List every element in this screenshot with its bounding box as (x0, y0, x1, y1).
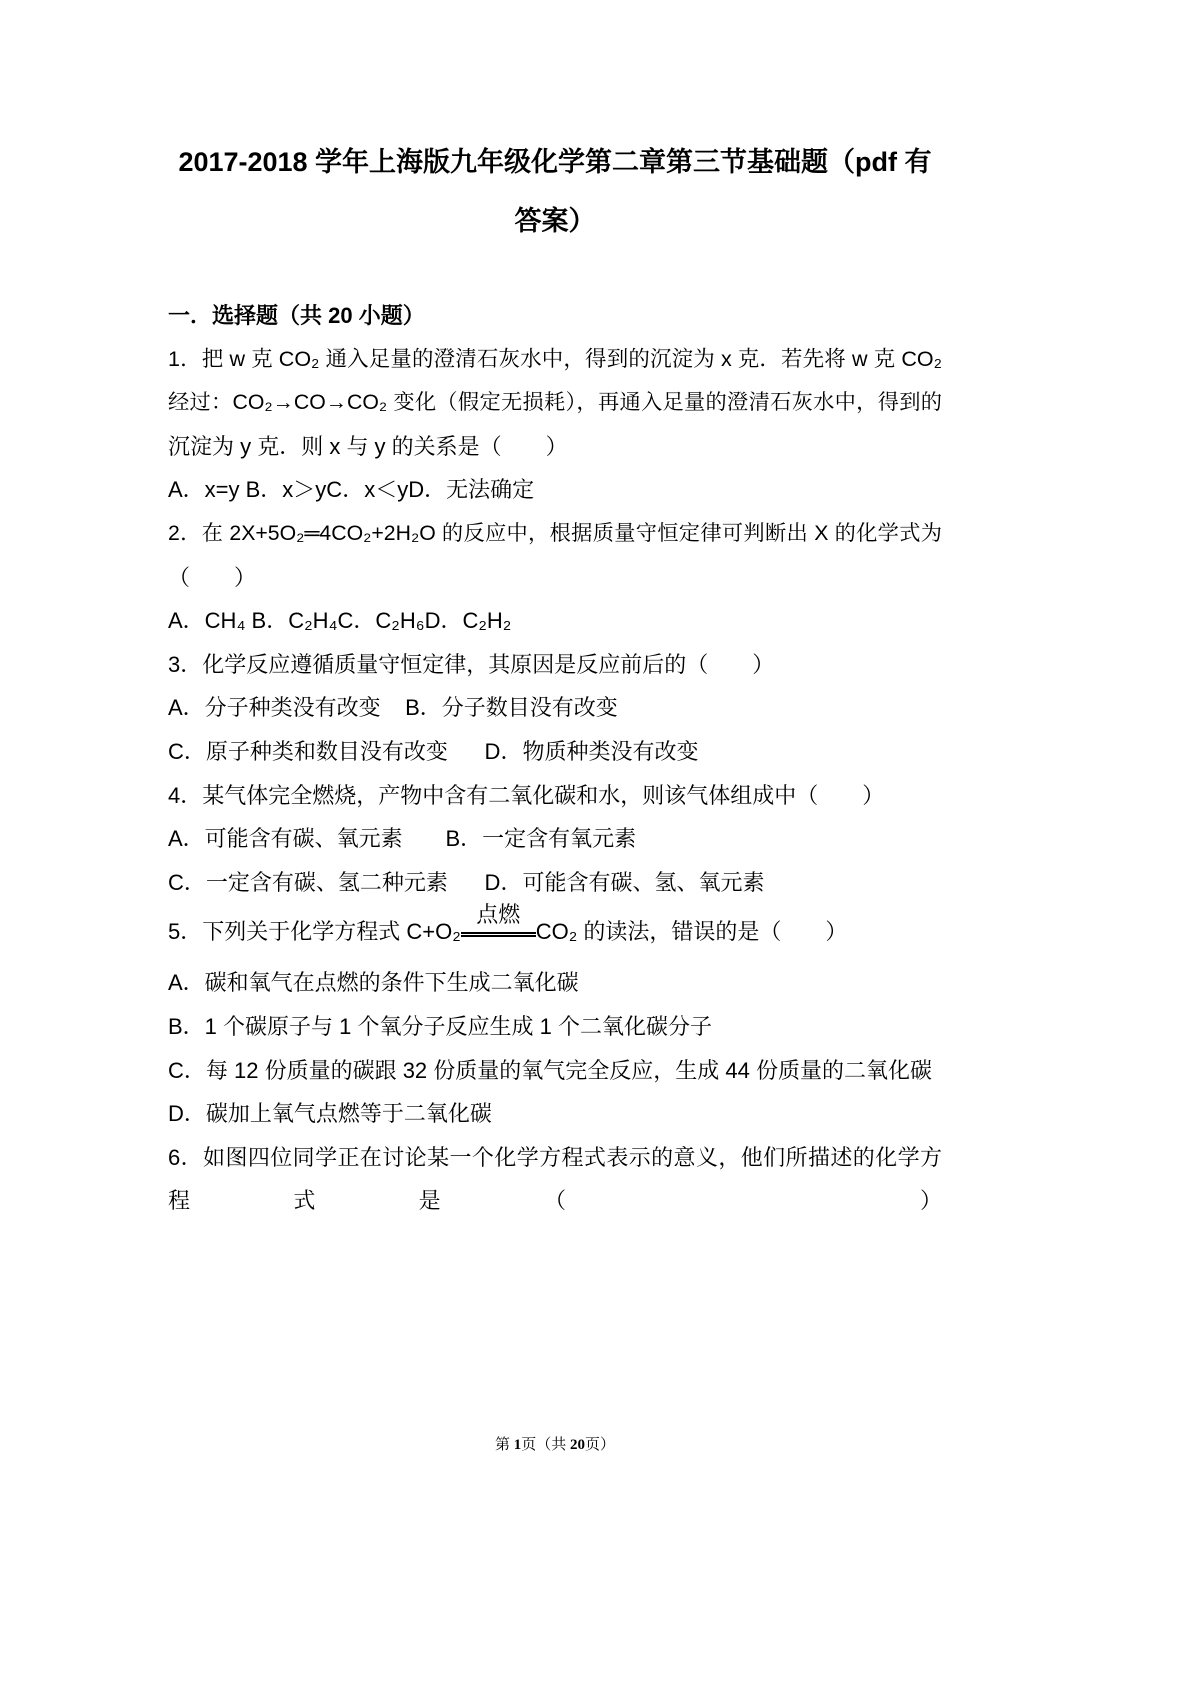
question-6 (168, 1136, 942, 1223)
footer-prefix: 第 (494, 1437, 514, 1453)
answer-option-a: A．碳和氧气在点燃的条件下生成二氧化碳 (168, 970, 579, 996)
answer-options-line: C．原子种类和数目没有改变 D．物质种类没有改变 (168, 738, 699, 764)
question-stem-line: 沉淀为 y 克．则 x 与 y 的关系是（ ） (168, 433, 568, 459)
document-title-line-2: 答案） (514, 206, 596, 236)
question-stem-line: 3．化学反应遵循质量守恒定律，其原因是反应前后的（ ） (168, 651, 775, 677)
question-stem-line (168, 901, 942, 954)
section-heading: 一．选择题（共 20 小题） (168, 303, 425, 328)
document-body (168, 133, 942, 1223)
stem-text-before-equation-sign: 5．下列关于化学方程式 C+O₂ (168, 918, 461, 944)
question-stem-line: 经过：CO₂→CO→CO₂ 变化（假定无损耗），再通入足量的澄清石灰水中，得到的 (168, 390, 942, 415)
reaction-equals-with-condition (461, 901, 536, 954)
question-stem-line: 程式是（ ） (168, 1188, 942, 1214)
footer-suffix: 页） (585, 1437, 616, 1453)
question-stem-line: 2．在 2X+5O₂═4CO₂+2H₂O 的反应中，根据质量守恒定律可判断出 X 的化学式为 (168, 520, 942, 545)
question-stem-line: 1．把 w 克 CO₂ 通入足量的澄清石灰水中，得到的沉淀为 x 克．若先将 w 克 CO₂ (168, 346, 942, 371)
question-1 (168, 338, 942, 512)
answer-option-b: B．1 个碳原子与 1 个氧分子反应生成 1 个二氧化碳分子 (168, 1014, 712, 1040)
answer-blank-parentheses: （ ） (168, 564, 257, 590)
question-3 (168, 643, 942, 774)
footer-middle: 页（共 (521, 1437, 570, 1453)
answer-options-line: A．x=y B．x＞yC．x＜yD．无法确定 (168, 477, 535, 503)
answer-option-c: C．每 12 份质量的碳跟 32 份质量的氧气完全反应，生成 44 份质量的二氧化碳 (168, 1057, 932, 1083)
reaction-condition-label: 点燃 (476, 901, 521, 927)
answer-options-line: A．CH₄ B．C₂H₄C．C₂H₆D．C₂H₂ (168, 608, 512, 634)
question-stem-line: 6．如图四位同学正在讨论某一个化学方程式表示的意义，他们所描述的化学方 (168, 1144, 942, 1170)
question-4 (168, 774, 942, 905)
question-stem-line: 4．某气体完全燃烧，产物中含有二氧化碳和水，则该气体组成中（ ） (168, 782, 885, 808)
question-2 (168, 512, 942, 643)
footer-page-total: 20 (570, 1437, 585, 1453)
footer-page-number: 1 (513, 1437, 522, 1453)
answer-options-line: C．一定含有碳、氢二种元素 D．可能含有碳、氢、氧元素 (168, 869, 765, 895)
answer-option-d: D．碳加上氧气点燃等于二氧化碳 (168, 1101, 492, 1127)
answer-options-line: A．分子种类没有改变 B．分子数目没有改变 (168, 695, 618, 721)
stem-text-after-equation-sign: CO₂ 的读法，错误的是（ ） (535, 918, 848, 944)
double-equals-line (461, 932, 536, 937)
document-title-line-1: 2017-2018 学年上海版九年级化学第二章第三节基础题（pdf 有 (178, 147, 932, 177)
question-5 (168, 901, 942, 1136)
page-footer (168, 1433, 942, 1457)
answer-options-line: A．可能含有碳、氧元素 B．一定含有氧元素 (168, 826, 637, 852)
